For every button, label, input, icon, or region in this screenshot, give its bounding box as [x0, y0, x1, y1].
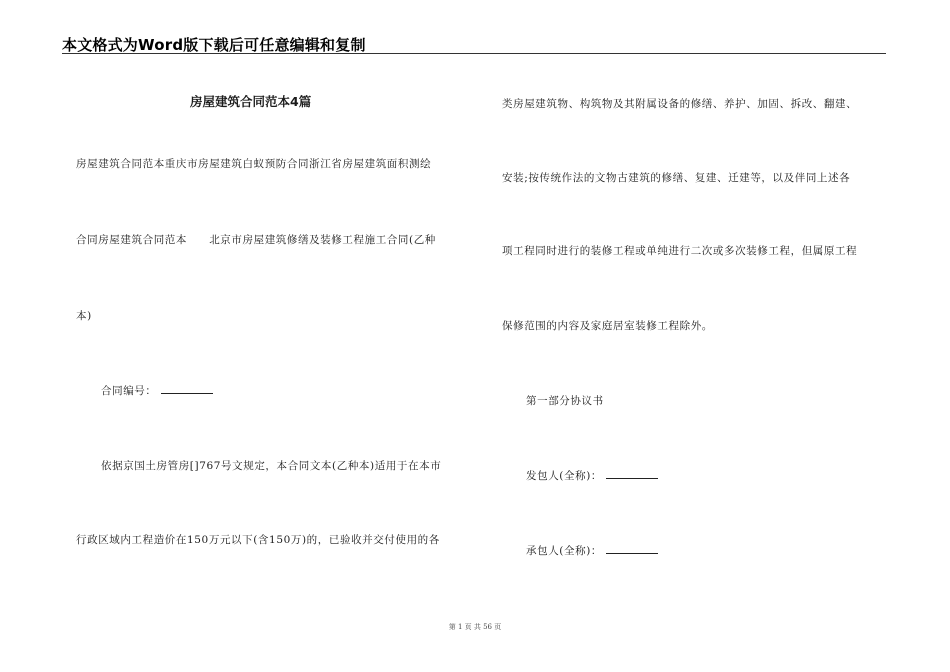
left-line-6: 行政区域内工程造价在150万元以下(含150万)的，已验收并交付使用的各 — [76, 534, 440, 546]
page-number-footer: 第 1 页 共 56 页 — [448, 623, 502, 631]
left-line-5: 依据京国土房管房[]767号文规定，本合同文本(乙种本)适用于在本市 — [101, 460, 442, 472]
right-line-1: 类房屋建筑物、构筑物及其附属设备的修缮、养护、加固、拆改、翻建、 — [502, 98, 858, 110]
section-heading-agreement: 第一部分协议书 — [526, 395, 604, 407]
document-header-title: 本文格式为Word版下载后可任意编辑和复制 — [62, 36, 366, 54]
contract-number-label: 合同编号： — [101, 385, 157, 397]
contract-number-row — [101, 383, 213, 398]
left-line-2: 合同房屋建筑合同范本 北京市房屋建筑修缮及装修工程施工合同(乙种 — [76, 234, 436, 246]
employer-label: 发包人(全称)： — [526, 470, 602, 482]
contract-number-blank — [161, 384, 213, 394]
left-line-3: 本) — [76, 310, 92, 322]
right-line-4: 保修范围的内容及家庭居室装修工程除外。 — [502, 320, 713, 332]
contractor-label: 承包人(全称)： — [526, 545, 602, 557]
right-line-2: 安装;按传统作法的文物古建筑的修缮、复建、迁建等，以及伴同上述各 — [502, 172, 851, 184]
right-line-3: 项工程同时进行的装修工程或单纯进行二次或多次装修工程，但属原工程 — [502, 245, 858, 257]
document-title: 房屋建筑合同范本4篇 — [190, 94, 312, 109]
contractor-blank — [606, 544, 658, 554]
header-divider — [62, 53, 886, 54]
employer-row — [526, 468, 658, 483]
left-line-1: 房屋建筑合同范本重庆市房屋建筑白蚁预防合同浙江省房屋建筑面积测绘 — [76, 158, 432, 170]
employer-blank — [606, 469, 658, 479]
contractor-row — [526, 543, 658, 558]
